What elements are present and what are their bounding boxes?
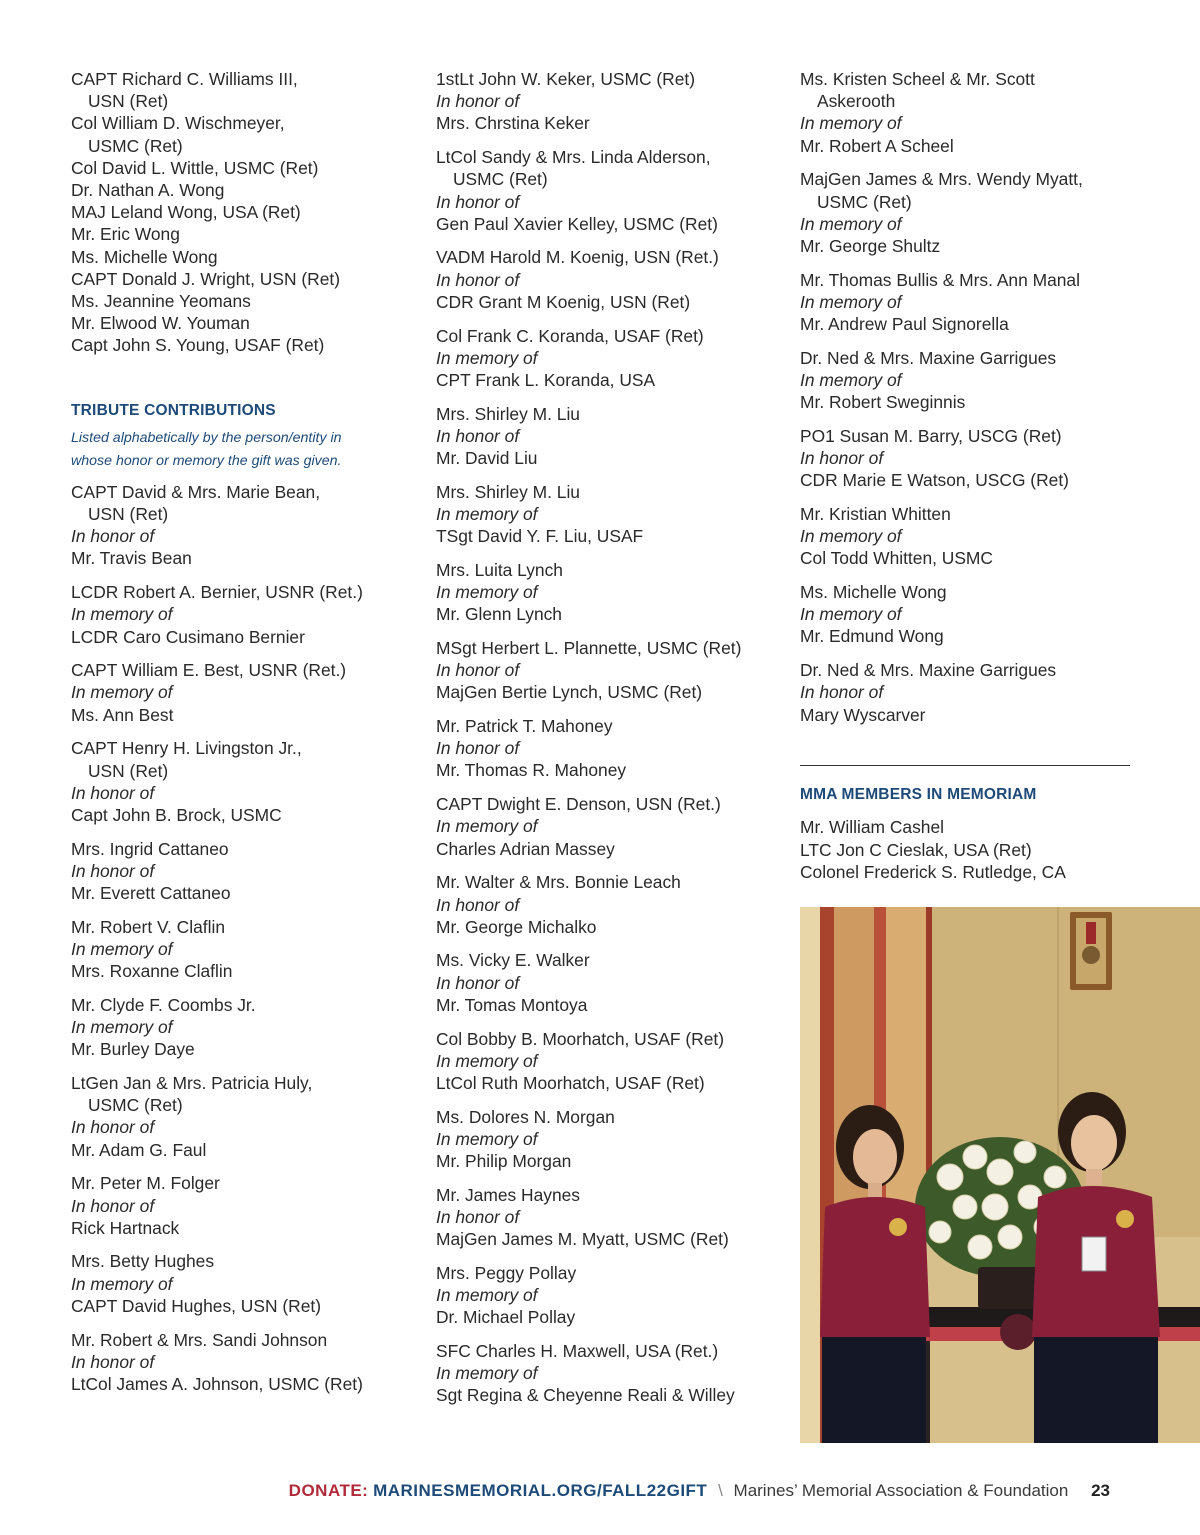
tribute-entry (800, 659, 1130, 726)
tribute-relation: In honor of (71, 1195, 155, 1216)
tribute-contributions-heading: TRIBUTE CONTRIBUTIONS (71, 401, 276, 419)
donor-name: CAPT Richard C. Williams III, (71, 69, 298, 89)
tribute-entry (436, 1028, 776, 1095)
page-number: 23 (1091, 1481, 1110, 1500)
tribute-donor-cont: USMC (Ret) (817, 191, 912, 212)
donor-name: Mr. Eric Wong (71, 224, 180, 245)
tribute-relation: In memory of (436, 1128, 538, 1149)
tribute-honoree: Mr. Edmund Wong (800, 626, 944, 647)
tribute-donor: Mr. Thomas Bullis & Mrs. Ann Manal (800, 269, 1080, 290)
tribute-entry (436, 949, 776, 1016)
tribute-entry (71, 581, 411, 648)
tribute-entry (71, 1250, 411, 1317)
tribute-donor: Mr. Robert V. Claflin (71, 916, 226, 937)
tribute-relation: In memory of (436, 347, 538, 368)
tribute-honoree: Mr. Adam G. Faul (71, 1139, 207, 1160)
tribute-donor: Mrs. Shirley M. Liu (436, 403, 580, 424)
tribute-donor-cont: USMC (Ret) (453, 169, 548, 190)
tribute-relation: In honor of (436, 191, 520, 212)
page-footer (0, 1481, 1110, 1501)
tribute-donor: Dr. Ned & Mrs. Maxine Garrigues (800, 347, 1057, 368)
footer-separator: \ (718, 1481, 723, 1500)
tribute-donor: MajGen James & Mrs. Wendy Myatt, (800, 169, 1083, 190)
tribute-donor: Col Frank C. Koranda, USAF (Ret) (436, 325, 704, 346)
tribute-honoree: Col Todd Whitten, USMC (800, 548, 993, 569)
column-2 (436, 68, 776, 1418)
tribute-relation: In honor of (800, 448, 884, 469)
memoriam-name: Mr. William Cashel (800, 817, 944, 838)
tribute-honoree: Mr. George Michalko (436, 916, 597, 937)
donor-name: Mr. Elwood W. Youman (71, 313, 250, 334)
tribute-donor: Mrs. Luita Lynch (436, 559, 563, 580)
tribute-relation: In memory of (800, 604, 902, 625)
tribute-entry (436, 403, 776, 470)
tribute-donor: CAPT William E. Best, USNR (Ret.) (71, 660, 347, 681)
tribute-entry (71, 838, 411, 905)
tribute-donor: Mr. Walter & Mrs. Bonnie Leach (436, 872, 681, 893)
tribute-donor: CAPT Dwight E. Denson, USN (Ret.) (436, 794, 721, 815)
tribute-honoree: Mrs. Roxanne Claflin (71, 961, 233, 982)
tribute-donor: 1stLt John W. Keker, USMC (Ret) (436, 69, 696, 89)
donor-name: Ms. Michelle Wong (71, 246, 218, 267)
tribute-entry (71, 994, 411, 1061)
tribute-entry (800, 68, 1130, 157)
tribute-entry (71, 737, 411, 826)
donate-link[interactable]: MARINESMEMORIAL.ORG/FALL22GIFT (373, 1481, 708, 1500)
tribute-subtitle: whose honor or memory the gift was given. (71, 452, 342, 469)
tribute-entry (436, 1184, 776, 1251)
tribute-relation: In memory of (436, 1050, 538, 1071)
column-1 (71, 68, 411, 1407)
tribute-donor: CAPT Henry H. Livingston Jr., (71, 738, 302, 759)
tribute-honoree: Mr. Tomas Montoya (436, 994, 588, 1015)
tribute-relation: In honor of (71, 1351, 155, 1372)
tribute-relation: In honor of (436, 972, 520, 993)
tribute-donor: Ms. Kristen Scheel & Mr. Scott (800, 69, 1035, 89)
tribute-relation: In honor of (71, 860, 155, 881)
tribute-donor: Mr. James Haynes (436, 1184, 580, 1205)
tribute-relation: In memory of (436, 1363, 538, 1384)
tribute-entry (71, 916, 411, 983)
donor-name: Capt John S. Young, USAF (Ret) (71, 335, 325, 356)
tribute-entry (800, 347, 1130, 414)
tribute-donor: Mrs. Betty Hughes (71, 1251, 215, 1272)
tribute-relation: In memory of (800, 369, 902, 390)
tribute-entry (436, 1106, 776, 1173)
tribute-honoree: Capt John B. Brock, USMC (71, 804, 282, 825)
tribute-relation: In honor of (436, 894, 520, 915)
tribute-donor: Mrs. Peggy Pollay (436, 1262, 577, 1283)
tribute-honoree: Mr. George Shultz (800, 235, 941, 256)
column-3 (800, 68, 1130, 883)
donor-name: Dr. Nathan A. Wong (71, 180, 225, 201)
tribute-donor-cont: USN (Ret) (88, 504, 169, 525)
tribute-relation: In memory of (71, 939, 173, 959)
tribute-donor: Ms. Vicky E. Walker (436, 950, 590, 971)
tribute-donor: SFC Charles H. Maxwell, USA (Ret.) (436, 1340, 719, 1361)
tribute-relation: In memory of (71, 1017, 173, 1038)
tribute-relation: In honor of (71, 782, 155, 803)
tribute-entry (436, 325, 776, 392)
donate-label: DONATE: (288, 1481, 369, 1500)
memoriam-heading: MMA MEMBERS IN MEMORIAM (800, 786, 1037, 804)
tribute-relation: In memory of (71, 604, 173, 625)
tribute-relation: In memory of (800, 291, 902, 312)
tribute-donor: CAPT David & Mrs. Marie Bean, (71, 481, 321, 502)
tribute-donor-cont: Askerooth (817, 91, 896, 112)
memoriam-name: LTC Jon C Cieslak, USA (Ret) (800, 839, 1032, 860)
tribute-relation: In memory of (800, 113, 902, 134)
tribute-donor: Mr. Kristian Whitten (800, 503, 951, 524)
donor-name: CAPT Donald J. Wright, USN (Ret) (71, 268, 340, 289)
tribute-relation: In honor of (71, 526, 155, 547)
tribute-honoree: LtCol James A. Johnson, USMC (Ret) (71, 1373, 363, 1394)
tribute-donor: LtGen Jan & Mrs. Patricia Huly, (71, 1073, 313, 1094)
donor-name: MAJ Leland Wong, USA (Ret) (71, 202, 301, 223)
tribute-honoree: Mrs. Chrstina Keker (436, 113, 590, 134)
tribute-donor: Mr. Robert & Mrs. Sandi Johnson (71, 1329, 328, 1350)
tribute-donor: Mrs. Ingrid Cattaneo (71, 838, 229, 859)
tribute-honoree: Mr. David Liu (436, 448, 538, 469)
tribute-donor: VADM Harold M. Koenig, USN (Ret.) (436, 247, 719, 268)
volunteers-photo (800, 907, 1200, 1443)
tribute-relation: In honor of (436, 1206, 520, 1227)
donor-name: Col William D. Wischmeyer, (71, 113, 285, 134)
tribute-entry (800, 581, 1130, 648)
tribute-honoree: Mr. Philip Morgan (436, 1151, 572, 1172)
tribute-donor: LCDR Robert A. Bernier, USNR (Ret.) (71, 582, 363, 603)
tribute-relation: In memory of (71, 1273, 173, 1294)
tribute-entry (71, 481, 411, 570)
tribute-entry (71, 1329, 411, 1396)
tribute-honoree: Mr. Everett Cattaneo (71, 883, 231, 904)
tribute-relation: In memory of (800, 526, 902, 547)
organization-name: Marines’ Memorial Association & Foundation (733, 1481, 1069, 1500)
tribute-honoree: CAPT David Hughes, USN (Ret) (71, 1295, 321, 1316)
tribute-donor: Mr. Patrick T. Mahoney (436, 716, 613, 737)
tribute-honoree: LtCol Ruth Moorhatch, USAF (Ret) (436, 1072, 705, 1093)
tribute-honoree: Rick Hartnack (71, 1217, 180, 1238)
tribute-donor: Ms. Michelle Wong (800, 582, 947, 603)
tribute-honoree: MajGen Bertie Lynch, USMC (Ret) (436, 682, 703, 703)
tribute-relation: In honor of (436, 738, 520, 759)
tribute-relation: In honor of (436, 660, 520, 681)
tribute-relation: In memory of (436, 816, 538, 837)
tribute-list (71, 481, 411, 1395)
tribute-relation: In honor of (436, 425, 520, 446)
tribute-entry (436, 246, 776, 313)
tribute-donor-cont: USN (Ret) (88, 760, 169, 781)
tribute-relation: In honor of (800, 682, 884, 703)
tribute-donor: LtCol Sandy & Mrs. Linda Alderson, (436, 147, 711, 168)
tribute-honoree: Gen Paul Xavier Kelley, USMC (Ret) (436, 213, 718, 234)
tribute-donor: Mr. Clyde F. Coombs Jr. (71, 994, 256, 1015)
tribute-honoree: Mr. Glenn Lynch (436, 604, 562, 625)
tribute-entry (800, 425, 1130, 492)
tribute-entry (436, 559, 776, 626)
tribute-entry (436, 146, 776, 235)
tribute-entry (436, 637, 776, 704)
tribute-donor: Col Bobby B. Moorhatch, USAF (Ret) (436, 1028, 725, 1049)
tribute-honoree: LCDR Caro Cusimano Bernier (71, 626, 305, 647)
tribute-donor: PO1 Susan M. Barry, USCG (Ret) (800, 425, 1062, 446)
tribute-honoree: Sgt Regina & Cheyenne Reali & Willey (436, 1385, 735, 1406)
tribute-donor: Mr. Peter M. Folger (71, 1173, 220, 1194)
donor-list (71, 68, 411, 357)
tribute-entry (436, 715, 776, 782)
tribute-relation: In memory of (800, 213, 902, 234)
tribute-donor-cont: USMC (Ret) (88, 1095, 183, 1116)
tribute-honoree: Ms. Ann Best (71, 704, 174, 725)
tribute-honoree: Mr. Thomas R. Mahoney (436, 760, 627, 781)
tribute-entry (800, 503, 1130, 570)
tribute-honoree: Mr. Robert Sweginnis (800, 392, 966, 413)
tribute-relation: In memory of (436, 582, 538, 603)
memoriam-name: Colonel Frederick S. Rutledge, CA (800, 861, 1066, 882)
tribute-entry (436, 871, 776, 938)
tribute-entry (436, 793, 776, 860)
tribute-honoree: TSgt David Y. F. Liu, USAF (436, 526, 644, 547)
tribute-honoree: Mr. Robert A Scheel (800, 135, 954, 156)
tribute-honoree: Dr. Michael Pollay (436, 1307, 576, 1328)
tribute-donor: Dr. Ned & Mrs. Maxine Garrigues (800, 660, 1057, 681)
tribute-donor: MSgt Herbert L. Plannette, USMC (Ret) (436, 637, 742, 658)
tribute-honoree: CDR Grant M Koenig, USN (Ret) (436, 291, 691, 312)
donor-name: Col David L. Wittle, USMC (Ret) (71, 157, 319, 178)
tribute-relation: In honor of (436, 91, 520, 112)
tribute-honoree: Mary Wyscarver (800, 704, 926, 725)
tribute-honoree: Mr. Andrew Paul Signorella (800, 314, 1009, 335)
tribute-donor: Ms. Dolores N. Morgan (436, 1106, 615, 1127)
tribute-entry (71, 1172, 411, 1239)
tribute-honoree: CPT Frank L. Koranda, USA (436, 369, 656, 390)
donor-name-cont: USMC (Ret) (88, 135, 183, 156)
tribute-entry (436, 481, 776, 548)
tribute-donor: Mrs. Shirley M. Liu (436, 481, 580, 502)
tribute-subtitle: Listed alphabetically by the person/entity in (71, 429, 342, 446)
tribute-honoree: MajGen James M. Myatt, USMC (Ret) (436, 1229, 729, 1250)
tribute-relation: In honor of (71, 1117, 155, 1138)
tribute-entry (436, 1340, 776, 1407)
tribute-entry (436, 68, 776, 135)
tribute-relation: In memory of (71, 682, 173, 703)
tribute-entry (436, 1262, 776, 1329)
tribute-relation: In honor of (436, 269, 520, 290)
tribute-relation: In memory of (436, 503, 538, 524)
donor-name: Ms. Jeannine Yeomans (71, 291, 251, 312)
tribute-honoree: Mr. Burley Daye (71, 1039, 195, 1060)
tribute-honoree: Mr. Travis Bean (71, 548, 192, 569)
tribute-entry (71, 659, 411, 726)
tribute-honoree: Charles Adrian Massey (436, 838, 615, 859)
tribute-relation: In memory of (436, 1285, 538, 1306)
donor-name-cont: USN (Ret) (88, 91, 169, 112)
tribute-entry (800, 168, 1130, 257)
tribute-entry (71, 1072, 411, 1161)
tribute-entry (800, 269, 1130, 336)
tribute-honoree: CDR Marie E Watson, USCG (Ret) (800, 470, 1069, 491)
